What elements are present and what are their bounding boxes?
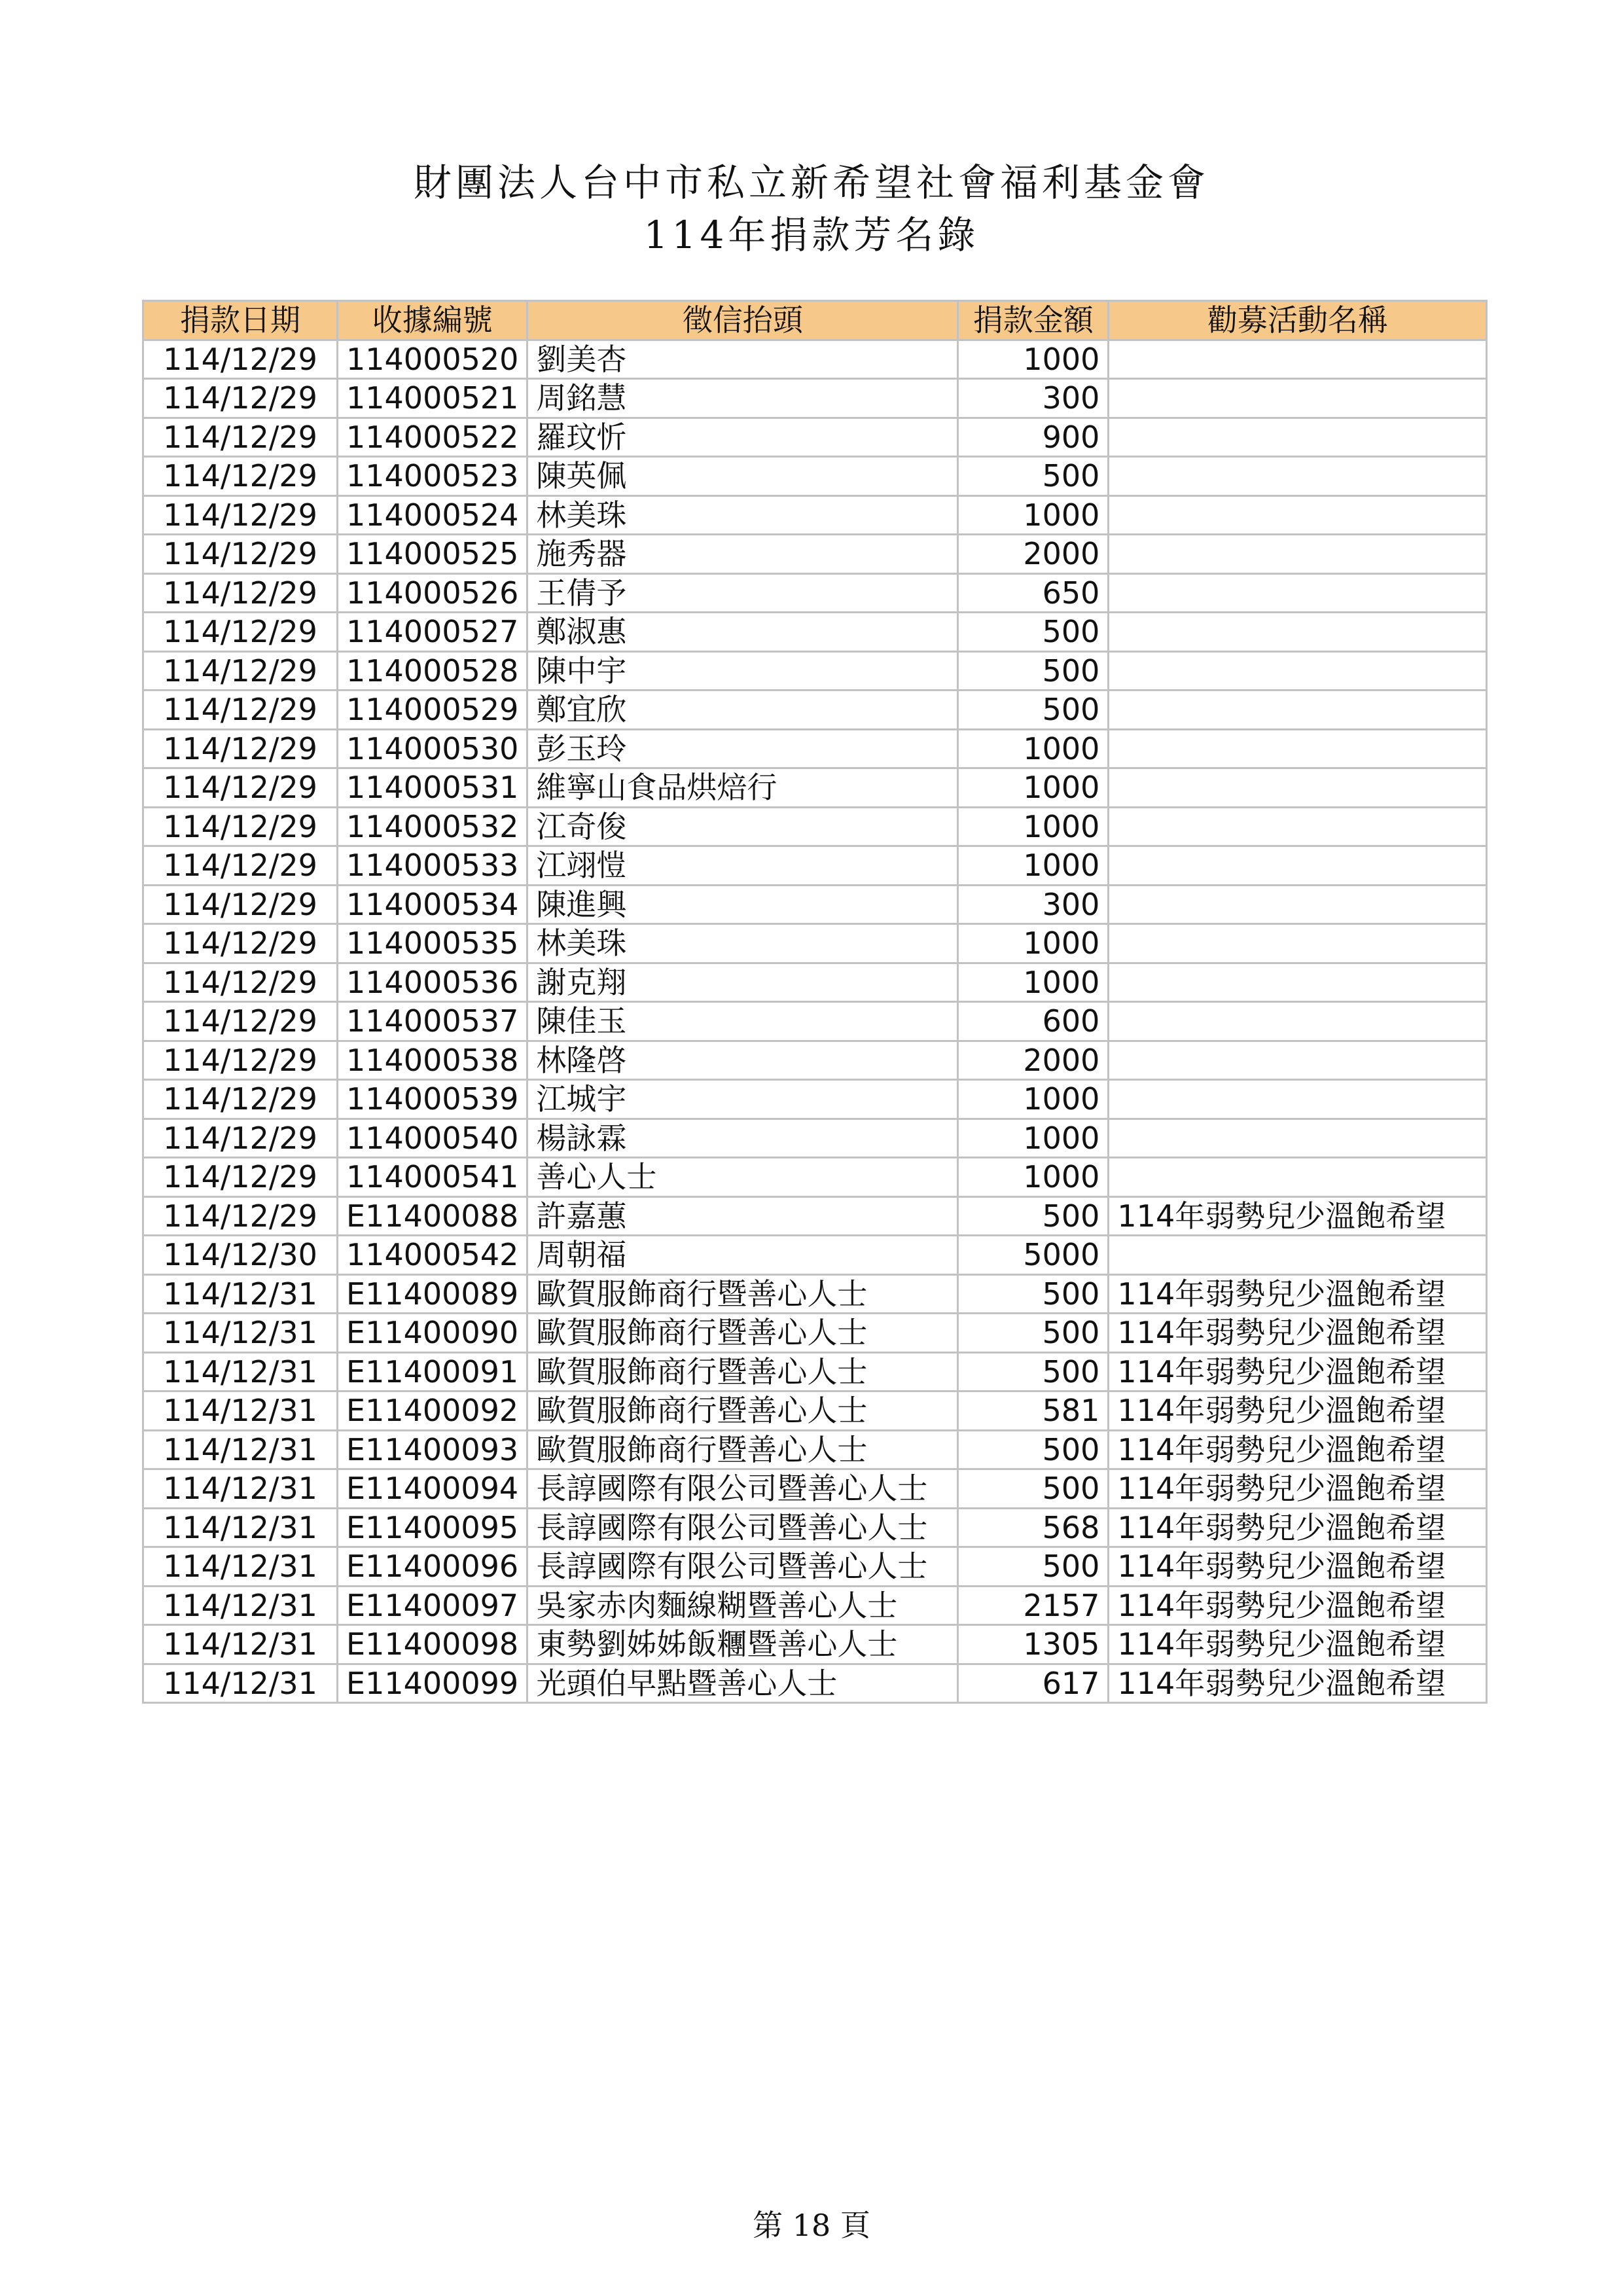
cell-receipt-number: 114000534 [338,885,527,924]
cell-receipt-number: 114000536 [338,963,527,1002]
table-row [143,1080,1487,1119]
table-row [143,1352,1487,1391]
cell-donor-name: 善心人士 [527,1158,958,1197]
cell-campaign-name [1109,613,1487,652]
cell-donation-date: 114/12/29 [143,651,338,691]
cell-campaign-name [1109,807,1487,846]
table-row [143,1547,1487,1587]
cell-donor-name: 羅玟忻 [527,418,958,457]
cell-receipt-number: 114000533 [338,846,527,886]
table-row [143,1236,1487,1275]
cell-donor-name: 吳家赤肉麵線糊暨善心人士 [527,1586,958,1625]
cell-campaign-name: 114年弱勢兒少溫飽希望 [1109,1469,1487,1509]
cell-campaign-name [1109,691,1487,730]
table-row [143,846,1487,886]
cell-campaign-name: 114年弱勢兒少溫飽希望 [1109,1664,1487,1703]
cell-donation-date: 114/12/31 [143,1314,338,1353]
cell-donor-name: 陳進興 [527,885,958,924]
cell-campaign-name: 114年弱勢兒少溫飽希望 [1109,1352,1487,1391]
cell-donor-name: 林美珠 [527,924,958,963]
cell-donation-date: 114/12/31 [143,1586,338,1625]
cell-donor-name: 鄭宜欣 [527,691,958,730]
cell-donation-date: 114/12/29 [143,340,338,379]
cell-donor-name: 陳中宇 [527,651,958,691]
cell-donor-name: 周銘慧 [527,379,958,418]
cell-donation-date: 114/12/31 [143,1430,338,1469]
table-row [143,768,1487,808]
cell-donation-date: 114/12/29 [143,1041,338,1080]
cell-campaign-name: 114年弱勢兒少溫飽希望 [1109,1196,1487,1236]
cell-receipt-number: 114000535 [338,924,527,963]
cell-donation-amount: 500 [958,691,1109,730]
table-row [143,1041,1487,1080]
cell-receipt-number: E11400098 [338,1625,527,1664]
cell-campaign-name [1109,846,1487,886]
cell-donation-date: 114/12/29 [143,573,338,613]
cell-campaign-name [1109,535,1487,574]
table-row [143,573,1487,613]
header-donation-date: 捐款日期 [143,301,338,340]
cell-donation-amount: 1000 [958,1119,1109,1158]
cell-donation-date: 114/12/29 [143,1196,338,1236]
cell-donation-amount: 500 [958,651,1109,691]
cell-donation-date: 114/12/31 [143,1664,338,1703]
cell-campaign-name [1109,1041,1487,1080]
cell-donor-name: 劉美杏 [527,340,958,379]
table-row [143,1119,1487,1158]
cell-campaign-name [1109,1002,1487,1041]
cell-receipt-number: 114000527 [338,613,527,652]
cell-receipt-number: 114000541 [338,1158,527,1197]
cell-donation-date: 114/12/29 [143,1119,338,1158]
cell-donation-date: 114/12/29 [143,846,338,886]
cell-donor-name: 江奇俊 [527,807,958,846]
table-row [143,963,1487,1002]
cell-donation-amount: 600 [958,1002,1109,1041]
cell-receipt-number: 114000525 [338,535,527,574]
cell-donation-amount: 300 [958,379,1109,418]
cell-donor-name: 歐賀服飾商行暨善心人士 [527,1352,958,1391]
document-subtitle: 114年捐款芳名錄 [643,213,980,257]
cell-donor-name: 江翊愷 [527,846,958,886]
cell-donation-date: 114/12/29 [143,691,338,730]
cell-donor-name: 鄭淑惠 [527,613,958,652]
cell-receipt-number: E11400093 [338,1430,527,1469]
cell-donation-date: 114/12/29 [143,963,338,1002]
cell-campaign-name [1109,885,1487,924]
donation-table [142,300,1488,1704]
cell-donation-amount: 500 [958,457,1109,496]
cell-receipt-number: 114000540 [338,1119,527,1158]
cell-campaign-name: 114年弱勢兒少溫飽希望 [1109,1391,1487,1431]
table-row [143,924,1487,963]
cell-donation-amount: 500 [958,1196,1109,1236]
table-row [143,1002,1487,1041]
cell-donation-date: 114/12/31 [143,1547,338,1587]
cell-donation-amount: 1000 [958,1080,1109,1119]
cell-donation-date: 114/12/29 [143,1080,338,1119]
cell-donor-name: 陳英佩 [527,457,958,496]
cell-campaign-name: 114年弱勢兒少溫飽希望 [1109,1508,1487,1547]
cell-campaign-name [1109,924,1487,963]
cell-donation-amount: 1000 [958,807,1109,846]
cell-donor-name: 歐賀服飾商行暨善心人士 [527,1430,958,1469]
cell-donation-amount: 2157 [958,1586,1109,1625]
cell-receipt-number: 114000524 [338,495,527,535]
table-row [143,651,1487,691]
cell-receipt-number: 114000529 [338,691,527,730]
cell-receipt-number: 114000531 [338,768,527,808]
cell-campaign-name [1109,1080,1487,1119]
cell-donation-amount: 500 [958,1547,1109,1587]
cell-receipt-number: E11400091 [338,1352,527,1391]
document-title: 財團法人台中市私立新希望社會福利基金會 [413,160,1209,205]
table-row [143,535,1487,574]
cell-receipt-number: 114000526 [338,573,527,613]
cell-donation-amount: 5000 [958,1236,1109,1275]
cell-campaign-name [1109,1119,1487,1158]
cell-donor-name: 東勢劉姊姊飯糰暨善心人士 [527,1625,958,1664]
cell-receipt-number: 114000522 [338,418,527,457]
cell-donation-date: 114/12/30 [143,1236,338,1275]
cell-donation-amount: 1000 [958,495,1109,535]
cell-campaign-name [1109,1158,1487,1197]
cell-donation-date: 114/12/31 [143,1469,338,1509]
cell-donation-date: 114/12/31 [143,1391,338,1431]
cell-donation-amount: 650 [958,573,1109,613]
table-row [143,1430,1487,1469]
cell-donation-amount: 581 [958,1391,1109,1431]
cell-donation-amount: 1000 [958,846,1109,886]
cell-donor-name: 施秀器 [527,535,958,574]
cell-campaign-name: 114年弱勢兒少溫飽希望 [1109,1314,1487,1353]
cell-receipt-number: 114000542 [338,1236,527,1275]
table-row [143,1664,1487,1703]
cell-donor-name: 周朝福 [527,1236,958,1275]
cell-receipt-number: E11400097 [338,1586,527,1625]
cell-campaign-name: 114年弱勢兒少溫飽希望 [1109,1547,1487,1587]
cell-receipt-number: 114000520 [338,340,527,379]
table-row [143,1274,1487,1314]
cell-campaign-name [1109,457,1487,496]
cell-campaign-name [1109,573,1487,613]
cell-donation-amount: 500 [958,613,1109,652]
cell-donation-date: 114/12/29 [143,807,338,846]
cell-campaign-name [1109,729,1487,768]
cell-donation-amount: 1000 [958,963,1109,1002]
table-row [143,379,1487,418]
cell-donation-date: 114/12/29 [143,418,338,457]
cell-donation-amount: 500 [958,1430,1109,1469]
table-row [143,691,1487,730]
cell-receipt-number: E11400089 [338,1274,527,1314]
cell-donor-name: 江城宇 [527,1080,958,1119]
cell-donor-name: 長諄國際有限公司暨善心人士 [527,1547,958,1587]
cell-donor-name: 歐賀服飾商行暨善心人士 [527,1274,958,1314]
cell-donor-name: 彭玉玲 [527,729,958,768]
cell-receipt-number: 114000539 [338,1080,527,1119]
cell-receipt-number: E11400096 [338,1547,527,1587]
cell-donation-amount: 1305 [958,1625,1109,1664]
cell-donation-amount: 1000 [958,768,1109,808]
cell-donor-name: 林隆啓 [527,1041,958,1080]
cell-receipt-number: E11400092 [338,1391,527,1431]
table-row [143,1158,1487,1197]
cell-donation-date: 114/12/29 [143,457,338,496]
cell-donation-date: 114/12/29 [143,924,338,963]
table-row [143,1625,1487,1664]
header-campaign-name: 勸募活動名稱 [1109,301,1487,340]
cell-receipt-number: E11400095 [338,1508,527,1547]
cell-donation-amount: 500 [958,1274,1109,1314]
cell-donor-name: 陳佳玉 [527,1002,958,1041]
cell-receipt-number: E11400094 [338,1469,527,1509]
table-row [143,495,1487,535]
cell-campaign-name [1109,768,1487,808]
cell-campaign-name [1109,340,1487,379]
cell-receipt-number: 114000521 [338,379,527,418]
table-row [143,729,1487,768]
cell-donor-name: 光頭伯早點暨善心人士 [527,1664,958,1703]
cell-donation-date: 114/12/31 [143,1625,338,1664]
table-row [143,1469,1487,1509]
cell-donation-date: 114/12/29 [143,768,338,808]
cell-donation-date: 114/12/29 [143,535,338,574]
cell-donor-name: 長諄國際有限公司暨善心人士 [527,1508,958,1547]
cell-donation-date: 114/12/29 [143,1158,338,1197]
page-number: 第 18 頁 [753,2208,870,2243]
cell-donation-amount: 2000 [958,1041,1109,1080]
cell-donor-name: 長諄國際有限公司暨善心人士 [527,1469,958,1509]
cell-campaign-name: 114年弱勢兒少溫飽希望 [1109,1430,1487,1469]
cell-donation-amount: 1000 [958,924,1109,963]
cell-donor-name: 許嘉蕙 [527,1196,958,1236]
cell-receipt-number: 114000532 [338,807,527,846]
cell-donation-amount: 1000 [958,1158,1109,1197]
cell-donation-amount: 568 [958,1508,1109,1547]
cell-campaign-name: 114年弱勢兒少溫飽希望 [1109,1274,1487,1314]
table-row [143,885,1487,924]
cell-donor-name: 楊詠霖 [527,1119,958,1158]
cell-donation-amount: 500 [958,1352,1109,1391]
cell-donation-date: 114/12/29 [143,379,338,418]
cell-donation-amount: 500 [958,1469,1109,1509]
cell-campaign-name: 114年弱勢兒少溫飽希望 [1109,1625,1487,1664]
cell-campaign-name [1109,379,1487,418]
cell-receipt-number: 114000530 [338,729,527,768]
cell-donation-date: 114/12/29 [143,885,338,924]
cell-donor-name: 林美珠 [527,495,958,535]
cell-donation-amount: 2000 [958,535,1109,574]
cell-donation-amount: 500 [958,1314,1109,1353]
table-row [143,613,1487,652]
cell-donor-name: 歐賀服飾商行暨善心人士 [527,1391,958,1431]
cell-campaign-name [1109,651,1487,691]
cell-donation-date: 114/12/29 [143,613,338,652]
cell-receipt-number: 114000538 [338,1041,527,1080]
header-receipt-number: 收據編號 [338,301,527,340]
cell-donor-name: 維寧山食品烘焙行 [527,768,958,808]
cell-donation-date: 114/12/31 [143,1508,338,1547]
cell-donation-amount: 900 [958,418,1109,457]
cell-receipt-number: 114000528 [338,651,527,691]
cell-donation-date: 114/12/31 [143,1352,338,1391]
table-row [143,1508,1487,1547]
table-row [143,1391,1487,1431]
cell-receipt-number: E11400088 [338,1196,527,1236]
table-row [143,418,1487,457]
cell-donation-amount: 1000 [958,340,1109,379]
cell-donation-date: 114/12/29 [143,729,338,768]
table-row [143,1586,1487,1625]
cell-donor-name: 謝克翔 [527,963,958,1002]
table-row [143,340,1487,379]
table-row [143,1314,1487,1353]
cell-receipt-number: E11400099 [338,1664,527,1703]
table-body [143,340,1487,1703]
cell-donation-amount: 617 [958,1664,1109,1703]
cell-campaign-name: 114年弱勢兒少溫飽希望 [1109,1586,1487,1625]
cell-campaign-name [1109,495,1487,535]
header-acknowledgement-name: 徵信抬頭 [527,301,958,340]
cell-donation-date: 114/12/31 [143,1274,338,1314]
cell-receipt-number: 114000537 [338,1002,527,1041]
table-row [143,1196,1487,1236]
cell-donation-amount: 300 [958,885,1109,924]
cell-donation-date: 114/12/29 [143,495,338,535]
table-header-row [143,301,1487,340]
cell-receipt-number: 114000523 [338,457,527,496]
cell-donation-amount: 1000 [958,729,1109,768]
cell-campaign-name [1109,963,1487,1002]
cell-receipt-number: E11400090 [338,1314,527,1353]
cell-donor-name: 王倩予 [527,573,958,613]
cell-campaign-name [1109,418,1487,457]
cell-donation-date: 114/12/29 [143,1002,338,1041]
cell-campaign-name [1109,1236,1487,1275]
header-donation-amount: 捐款金額 [958,301,1109,340]
table-row [143,457,1487,496]
table-row [143,807,1487,846]
cell-donor-name: 歐賀服飾商行暨善心人士 [527,1314,958,1353]
